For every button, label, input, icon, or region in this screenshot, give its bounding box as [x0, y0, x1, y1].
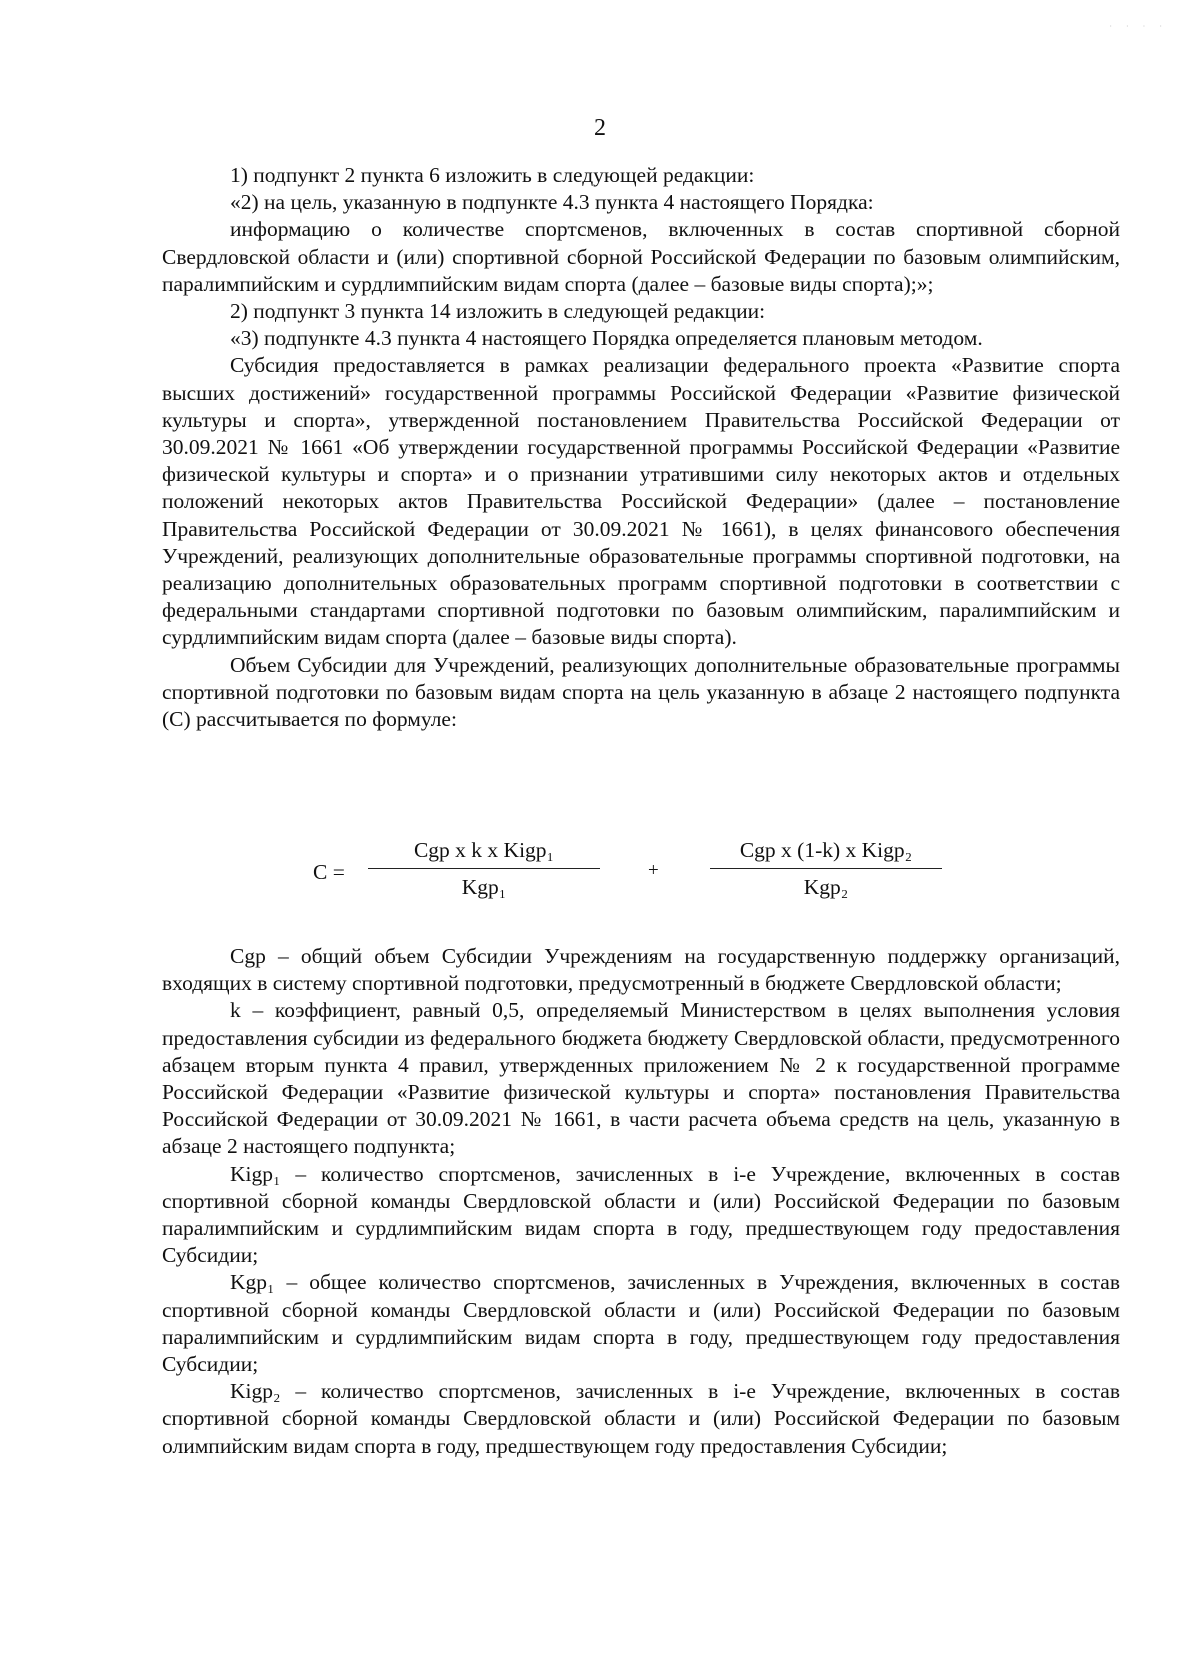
- scan-corner-marks: · · · ·: [1109, 22, 1168, 31]
- definitions-block: [162, 943, 1120, 1460]
- definition-paragraph: Cgp – общий объем Субсидии Учреждениям на государственную поддержку организаций, входящих в систему спортивной подготовки, предусмотренный в бюджете Свердловской области;: [162, 944, 1120, 996]
- definition-paragraph: Kigp₂ – количество спортсменов, зачисленных в i-е Учреждение, включенных в состав спортивной сборной команды Свердловской области и (или) Российской Федерации по базовым олимпийским видам спорта в году, предшествующем году предоставления Субсидии;: [162, 1379, 1120, 1458]
- definition-paragraph: k – коэффициент, равный 0,5, определяемый Министерством в целях выполнения условия предоставления субсидии из федерального бюджета бюджету Свердловской области, предусмотренного абзацем вторым пункта 4 правил, утвержденных приложением № 2 к государственной программе Российской Федерации «Развитие физической культуры и спорта» постановления Правительства Российской Федерации от 30.09.2021 № 1661, в части расчета объема средств на цель, указанную в абзаце 2 настоящего подпункта;: [162, 998, 1120, 1159]
- formula-fraction-1: [368, 838, 600, 900]
- fraction-2-numerator: Cgp x (1-k) x Kigp₂: [710, 838, 942, 869]
- paragraph: 2) подпункт 3 пункта 14 изложить в следующей редакции:: [230, 299, 766, 324]
- formula-plus-operator: +: [648, 860, 659, 881]
- paragraph: «3) подпункте 4.3 пункта 4 настоящего Порядка определяется плановым методом.: [230, 326, 983, 351]
- definition-paragraph: Kgp₁ – общее количество спортсменов, зачисленных в Учреждения, включенных в состав спортивной сборной команды Свердловской области и (или) Российской Федерации по базовым паралимпийским и сурдлимпийским видам спорта в году, предшествующем году предоставления Субсидии;: [162, 1270, 1120, 1377]
- fraction-1-denominator: Kgp₁: [461, 875, 507, 899]
- paragraph: Субсидия предоставляется в рамках реализации федерального проекта «Развитие спорта высших достижений» государственной программы Российской Федерации «Развитие физической культуры и спорта», утвержденной постановлением Правительства Российской Федерации от 30.09.2021 № 1661 «Об утверждении государственной программы Российской Федерации «Развитие физической культуры и спорта» и о признании утратившими силу некоторых актов и отдельных положений некоторых актов Правительства Российской Федерации» (далее – постановление Правительства Российской Федерации от 30.09.2021 № 1661), в целях финансового обеспечения Учреждений, реализующих дополнительные образовательные программы спортивной подготовки, на реализацию дополнительных образовательных программ спортивной подготовки в соответствии с федеральными стандартами спортивной подготовки по базовым олимпийским, паралимпийским и сурдлимпийским видам спорта (далее – базовые виды спорта).: [162, 353, 1120, 650]
- paragraph: 1) подпункт 2 пункта 6 изложить в следующей редакции:: [230, 163, 755, 187]
- fraction-2-denominator: Kgp₂: [803, 875, 849, 899]
- upper-text-block: [162, 162, 1120, 733]
- page-number: 2: [594, 115, 606, 141]
- paragraph: информацию о количестве спортсменов, включенных в состав спортивной сборной Свердловской области и (или) спортивной сборной Российской Федерации по базовым олимпийским, паралимпийским и сурдлимпийским видам спорта (далее – базовые виды спорта);»;: [162, 217, 1120, 296]
- paragraph: «2) на цель, указанную в подпункте 4.3 пункта 4 настоящего Порядка:: [230, 190, 874, 215]
- formula-fraction-2: [710, 838, 942, 900]
- paragraph: Объем Субсидии для Учреждений, реализующих дополнительные образовательные программы спортивной подготовки по базовым видам спорта на цель указанную в абзаце 2 настоящего подпункта (С) рассчитывается по формуле:: [162, 652, 1120, 732]
- subsidy-formula: [0, 838, 1200, 908]
- definition-paragraph: Kigp₁ – количество спортсменов, зачисленных в i-е Учреждение, включенных в состав спортивной сборной команды Свердловской области и (или) Российской Федерации по базовым паралимпийским и сурдлимпийским видам спорта в году, предшествующем году предоставления Субсидии;: [162, 1161, 1120, 1268]
- formula-lhs: С =: [313, 860, 345, 884]
- fraction-1-numerator: Cgp x k x Kigp₁: [368, 838, 600, 869]
